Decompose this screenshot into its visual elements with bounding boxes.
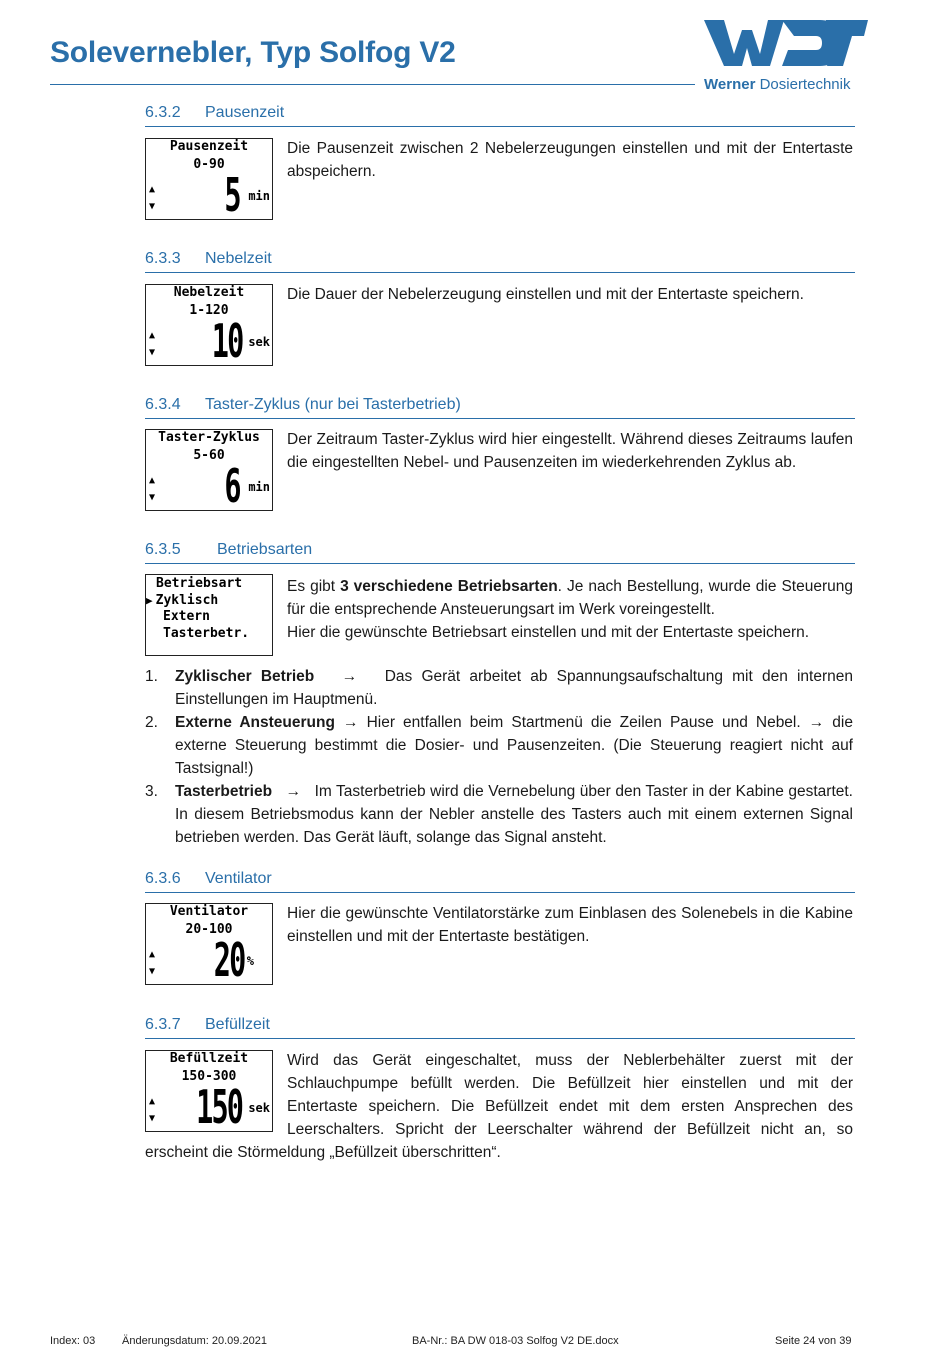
arrow-right-icon: →: [343, 714, 359, 731]
arrow-right-icon: →: [285, 783, 302, 800]
lcd-value: 150: [196, 1080, 242, 1134]
lcd-value: 20: [213, 933, 244, 987]
updown-arrow-icon: ▲ ▼: [149, 949, 156, 977]
lcd-display-taster-zyklus: Taster-Zyklus 5-60 ▲ ▼ 6 min: [145, 429, 273, 511]
paragraph-ventilator: Hier die gewünschte Ventilatorstärke zum Einblasen des Solenebels in die Kabine einstellen und mit der Entertaste bestätigen.: [287, 905, 853, 945]
updown-arrow-icon: ▲ ▼: [149, 330, 156, 358]
updown-arrow-icon: ▲ ▼: [149, 184, 156, 212]
updown-arrow-icon: ▲ ▼: [149, 475, 156, 503]
lcd-unit: min: [248, 480, 270, 494]
footer-date: Änderungsdatum: 20.09.2021: [122, 1335, 267, 1347]
lcd-unit: %: [246, 954, 254, 968]
section-heading-ventilator: 6.3.6 Ventilator: [145, 870, 855, 893]
list-item: 1. Zyklischer Betrieb → Das Gerät arbeitet ab Spannungsaufschaltung mit den internen Einstellungen im Hauptmenü.: [145, 668, 853, 708]
lcd-value: 5: [224, 168, 240, 222]
arrow-right-icon: →: [341, 668, 358, 685]
section-heading-befuellzeit: 6.3.7 Befüllzeit: [145, 1016, 855, 1039]
list-item: 3. Tasterbetrieb → Im Tasterbetrieb wird die Vernebelung über den Taster in der Kabine gestartet. In diesem Betriebsmodus kann der Nebler anstelle des Tasters auch mit einem externen Signal betrieben werden. Das Gerät läuft, solange das Signal ansteht.: [145, 783, 853, 846]
lcd-unit: min: [248, 189, 270, 203]
operating-modes-list: [145, 665, 853, 849]
lcd-value: 10: [211, 314, 242, 368]
section-heading-pausenzeit: 6.3.2 Pausenzeit: [145, 104, 855, 127]
lcd-value: 6: [224, 459, 240, 513]
section-heading-nebelzeit: 6.3.3 Nebelzeit: [145, 250, 855, 273]
section-heading-taster-zyklus: 6.3.4 Taster-Zyklus (nur bei Tasterbetrieb): [145, 396, 855, 419]
paragraph-taster-zyklus: Der Zeitraum Taster-Zyklus wird hier eingestellt. Während dieses Zeitraums laufen die eingestellten Nebel- und Pausenzeiten im wiederkehrenden Zyklus ab.: [287, 431, 853, 471]
paragraph-betriebsarten: Es gibt 3 verschiedene Betriebsarten. Je nach Bestellung, wurde die Steuerung für die entsprechende Ansteuerungsart im Werk voreingestellt. Hier die gewünschte Betriebsart einstellen und mit der Entertaste speichern.: [287, 578, 853, 641]
lcd-display-betriebsart: Betriebsart ▶ Zyklisch Extern Tasterbetr.: [145, 574, 273, 656]
footer-doc-number: BA-Nr.: BA DW 018-03 Solfog V2 DE.docx: [412, 1335, 619, 1347]
document-title: Solevernebler, Typ Solfog V2: [50, 36, 456, 69]
lcd-display-pausenzeit: Pausenzeit 0-90 ▲ ▼ 5 min: [145, 138, 273, 220]
updown-arrow-icon: ▲ ▼: [149, 1096, 156, 1124]
section-heading-betriebsarten: 6.3.5 Betriebsarten: [145, 541, 855, 564]
lcd-display-ventilator: Ventilator 20-100 ▲ ▼ 20 %: [145, 903, 273, 985]
list-item: 2. Externe Ansteuerung → Hier entfallen beim Startmenü die Zeilen Pause und Nebel. → die externe Steuerung bestimmt die Dosier- und Pausenzeiten. (Die Steuerung reagiert nicht auf Tastsignal!): [145, 714, 853, 777]
lcd-unit: sek: [248, 335, 270, 349]
logo-caption: Werner Dosiertechnik: [704, 76, 851, 93]
lcd-display-befuellzeit: Befüllzeit 150-300 ▲ ▼ 150 sek: [145, 1050, 273, 1132]
lcd-unit: sek: [248, 1101, 270, 1115]
paragraph-nebelzeit: Die Dauer der Nebelerzeugung einstellen und mit der Entertaste speichern.: [287, 286, 804, 303]
lcd-display-nebelzeit: Nebelzeit 1-120 ▲ ▼ 10 sek: [145, 284, 273, 366]
paragraph-pausenzeit: Die Pausenzeit zwischen 2 Nebelerzeugungen einstellen und mit der Entertaste abspeichern.: [287, 140, 853, 180]
footer-page: Seite 24 von 39: [775, 1335, 852, 1347]
footer-index: Index: 03: [50, 1335, 96, 1347]
paragraph-befuellzeit: Wird das Gerät eingeschaltet, muss der Neblerbehälter zuerst mit der Schlauchpumpe befüllt werden. Die Befüllzeit hier einstellen und mit der Entertaste speichern. Die Befüllzeit endet mit dem ersten Ansprechen des Leerschalters. Spricht der Leerschalter während der Befüllzeit nicht an, so erscheint die Störmeldung „Befüllzeit überschritten“.: [145, 1052, 853, 1161]
header-rule: [50, 84, 695, 85]
cursor-icon: ▶: [146, 593, 153, 607]
